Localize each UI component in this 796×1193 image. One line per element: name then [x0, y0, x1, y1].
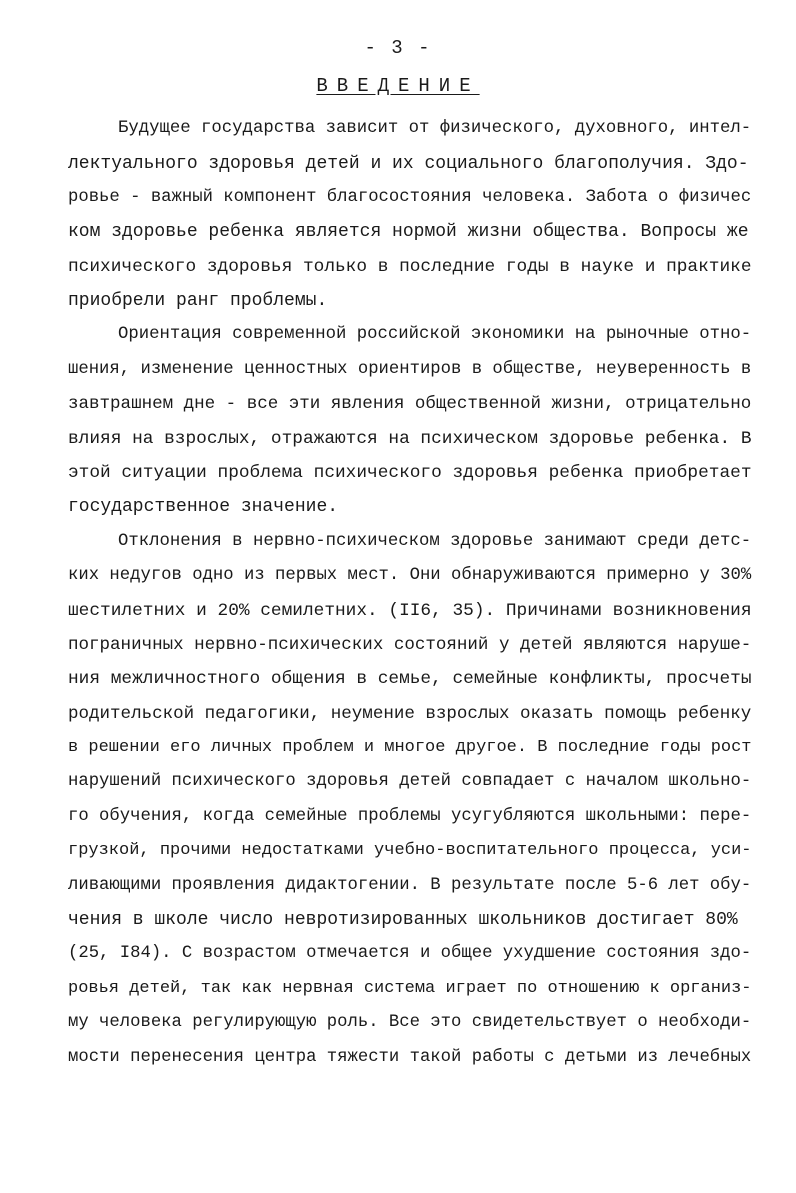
- text-line: шения, изменение ценностных ориентиров в обществе, неуверенность в: [68, 360, 752, 379]
- text-line: ливающими проявления дидактогении. В результате после 5-6 лет обу-: [68, 876, 752, 895]
- text-line: му человека регулирующую роль. Все это свидетельствует о необходи-: [68, 1013, 752, 1032]
- text-line: пограничных нервно-психических состояний у детей являются наруше-: [68, 635, 752, 655]
- text-line: ния межличностного общения в семье, семейные конфликты, просчеты: [68, 669, 752, 689]
- text-line: го обучения, когда семейные проблемы усугубляются школьными: пере-: [68, 807, 752, 826]
- text-line: нарушений психического здоровья детей совпадает с началом школьно-: [68, 772, 752, 791]
- text-line: родительской педагогики, неумение взрослых оказать помощь ребенку: [68, 704, 752, 724]
- text-line: Будущее государства зависит от физического, духовного, интел-: [118, 119, 752, 138]
- text-line: лектуального здоровья детей и их социального благополучия. Здо-: [68, 154, 749, 174]
- text-line: шестилетних и 20% семилетних. (II6, 35). Причинами возникновения: [68, 601, 752, 621]
- text-line: влияя на взрослых, отражаются на психическом здоровье ребенка. В: [68, 429, 752, 449]
- text-line: приобрели ранг проблемы.: [68, 291, 328, 311]
- text-line: Ориентация современной российской экономики на рыночные отно-: [118, 325, 752, 344]
- section-heading-text: ВВЕДЕНИЕ: [316, 75, 480, 97]
- text-line: завтрашнем дне - все эти явления общественной жизни, отрицательно: [68, 394, 752, 414]
- text-line: государственное значение.: [68, 497, 339, 517]
- text-line: мости перенесения центра тяжести такой работы с детьми из лечебных: [68, 1048, 752, 1067]
- text-line: этой ситуации проблема психического здоровья ребенка приобретает: [68, 463, 752, 483]
- text-line: Отклонения в нервно-психическом здоровье занимают среди детс-: [118, 532, 752, 551]
- text-line: (25, I84). С возрастом отмечается и общее ухудшение состояния здо-: [68, 944, 752, 963]
- page-number: - 3 -: [364, 37, 432, 59]
- section-heading: [0, 74, 796, 98]
- text-line: в решении его личных проблем и многое другое. В последние годы рост: [68, 738, 752, 757]
- text-line: психического здоровья только в последние годы в науке и практике: [68, 257, 752, 277]
- text-line: грузкой, прочими недостатками учебно-воспитательного процесса, уси-: [68, 841, 752, 860]
- text-line: ких недугов одно из первых мест. Они обнаруживаются примерно у 30%: [68, 566, 752, 585]
- text-line: ровье - важный компонент благосостояния человека. Забота о физичес: [68, 188, 752, 207]
- text-line: чения в школе число невротизированных школьников достигает 80%: [68, 910, 738, 930]
- text-line: ровья детей, так как нервная система играет по отношению к организ-: [68, 979, 752, 998]
- text-line: ком здоровье ребенка является нормой жизни общества. Вопросы же: [68, 222, 749, 242]
